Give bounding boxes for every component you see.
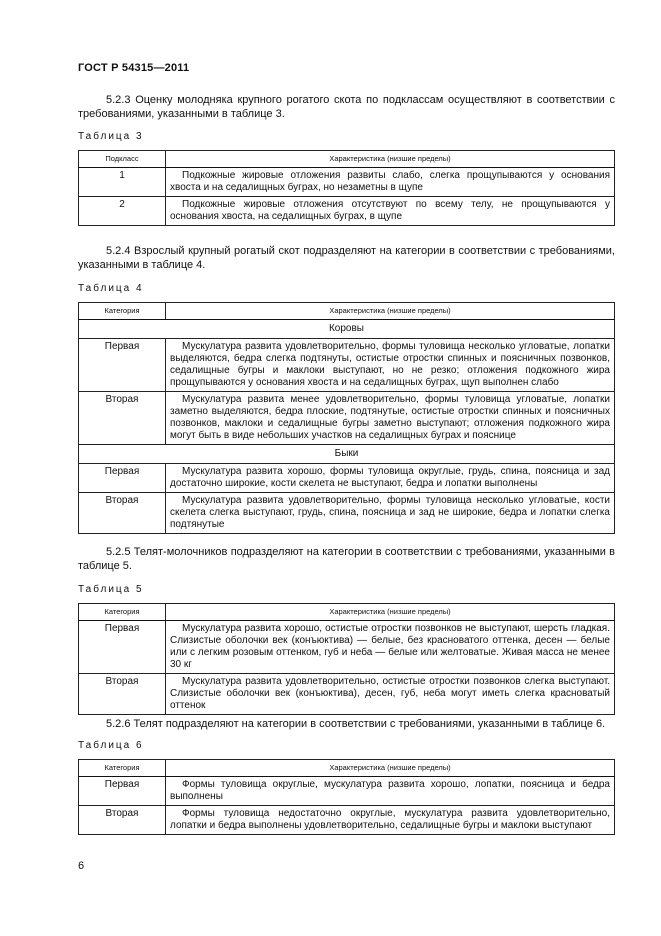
table-row xyxy=(79,777,615,806)
table5-col-characteristic: Характеристика (низшие пределы) xyxy=(166,604,615,621)
table4-col-category: Категория xyxy=(79,303,166,320)
table5-row1-key: Первая xyxy=(79,621,166,674)
table4-group-row xyxy=(79,320,615,339)
table4 xyxy=(78,302,615,534)
paragraph-5-2-6: 5.2.6 Телят подразделяют на категории в соответствии с требованиями, указанными в таблице 6. xyxy=(106,718,606,730)
standard-header: ГОСТ Р 54315—2011 xyxy=(78,62,190,74)
table-row xyxy=(79,621,615,674)
table3-header-row xyxy=(79,151,615,168)
table4-group-bulls: Быки xyxy=(79,445,615,464)
table-row xyxy=(79,806,615,835)
table4-col-characteristic: Характеристика (низшие пределы) xyxy=(166,303,615,320)
table-row xyxy=(79,168,615,197)
table3-col-subclass: Подкласс xyxy=(79,151,166,168)
table4-bulls-row1-key: Первая xyxy=(79,464,166,493)
paragraph-5-2-5: 5.2.5 Телят-молочников подразделяют на категории в соответствии с требованиями, указанными в таблице 5. xyxy=(78,546,615,572)
table3-caption: Таблица 3 xyxy=(78,131,144,142)
table3-col-characteristic: Характеристика (низшие пределы) xyxy=(166,151,615,168)
table4-cows-row2-key: Вторая xyxy=(79,392,166,445)
table-row xyxy=(79,339,615,392)
table6-col-characteristic: Характеристика (низшие пределы) xyxy=(166,760,615,777)
table4-cows-row1-value: Мускулатура развита удовлетворительно, формы туловища несколько угловатые, лопатки выделяются, бедра слегка подтянуты, остистые отростки спинных и поясничных позвонков, седалищные бугры и маклоки выступают, но не резко; отложения подкожного жира прощупываются у основания хвоста и на седалищных буграх, щуп выполнен слабо xyxy=(166,339,615,392)
table6 xyxy=(78,759,615,835)
table-row xyxy=(79,392,615,445)
table4-group-cows: Коровы xyxy=(79,320,615,339)
table-row xyxy=(79,464,615,493)
table-row xyxy=(79,493,615,534)
table4-bulls-row2-value: Мускулатура развита удовлетворительно, формы туловища несколько угловатые, кости скелета слегка выступают, грудь, спина, поясница и зад не широкие, бедра и лопатки слегка подтянутые xyxy=(166,493,615,534)
table5-col-category: Категория xyxy=(79,604,166,621)
table3 xyxy=(78,150,615,226)
table-row xyxy=(79,197,615,226)
table4-caption: Таблица 4 xyxy=(78,283,144,294)
table5-caption: Таблица 5 xyxy=(78,584,144,595)
table6-row1-value: Формы туловища округлые, мускулатура развита хорошо, лопатки, поясница и бедра выполнены xyxy=(166,777,615,806)
table6-col-category: Категория xyxy=(79,760,166,777)
table4-group-row xyxy=(79,445,615,464)
table4-header-row xyxy=(79,303,615,320)
table4-cows-row1-key: Первая xyxy=(79,339,166,392)
table-row xyxy=(79,674,615,715)
table6-header-row xyxy=(79,760,615,777)
table3-row2-key: 2 xyxy=(79,197,166,226)
table3-row1-value: Подкожные жировые отложения развиты слабо, слегка прощупываются у основания хвоста и на седалищных буграх, но незаметны в щупе xyxy=(166,168,615,197)
table4-bulls-row2-key: Вторая xyxy=(79,493,166,534)
table5-row1-value: Мускулатура развита хорошо, остистые отростки позвонков не выступают, шерсть гладкая. Слизистые оболочки век (конъюктива) — белые, без красноватого оттенка, десен — белые или с легким розовым оттенком, губ и неба — белые или желтоватые. Живая масса не менее 30 кг xyxy=(166,621,615,674)
table5-row2-key: Вторая xyxy=(79,674,166,715)
table6-caption: Таблица 6 xyxy=(78,740,144,751)
table5-row2-value: Мускулатура развита удовлетворительно, остистые отростки позвонков слегка выступают. Слизистые оболочки век (конъюктива), десен, губ, неба могут иметь слегка красноватый оттенок xyxy=(166,674,615,715)
table5-header-row xyxy=(79,604,615,621)
table6-row2-value: Формы туловища недостаточно округлые, мускулатура развита удовлетворительно, лопатки и бедра выполнены удовлетворительно, седалищные бугры и маклоки выступают xyxy=(166,806,615,835)
page-number: 6 xyxy=(78,860,85,872)
table3-row2-value: Подкожные жировые отложения отсутствуют по всему телу, не прощупываются у основания хвоста, на седалищных буграх, в щупе xyxy=(166,197,615,226)
table4-bulls-row1-value: Мускулатура развита хорошо, формы туловища округлые, грудь, спина, поясница и зад достаточно широкие, кости скелета не выступают, бедра и лопатки выполнены xyxy=(166,464,615,493)
table6-row1-key: Первая xyxy=(79,777,166,806)
paragraph-5-2-3: 5.2.3 Оценку молодняка крупного рогатого скота по подклассам осуществляют в соответствии с требованиями, указанными в таблице 3. xyxy=(78,94,615,120)
table3-row1-key: 1 xyxy=(79,168,166,197)
table5 xyxy=(78,603,615,715)
table4-cows-row2-value: Мускулатура развита менее удовлетворительно, формы туловища угловатые, лопатки заметно выделяются, бедра плоские, подтянутые, остистые отростки спинных и поясничных позвонков, маклоки и седалищные бугры заметно выступают; отложения подкожного жира могут быть в виде небольших участков на седалищных буграх и пояснице xyxy=(166,392,615,445)
paragraph-5-2-4: 5.2.4 Взрослый крупный рогатый скот подразделяют на категории в соответствии с требованиями, указанными в таблице 4. xyxy=(78,245,615,271)
table6-row2-key: Вторая xyxy=(79,806,166,835)
